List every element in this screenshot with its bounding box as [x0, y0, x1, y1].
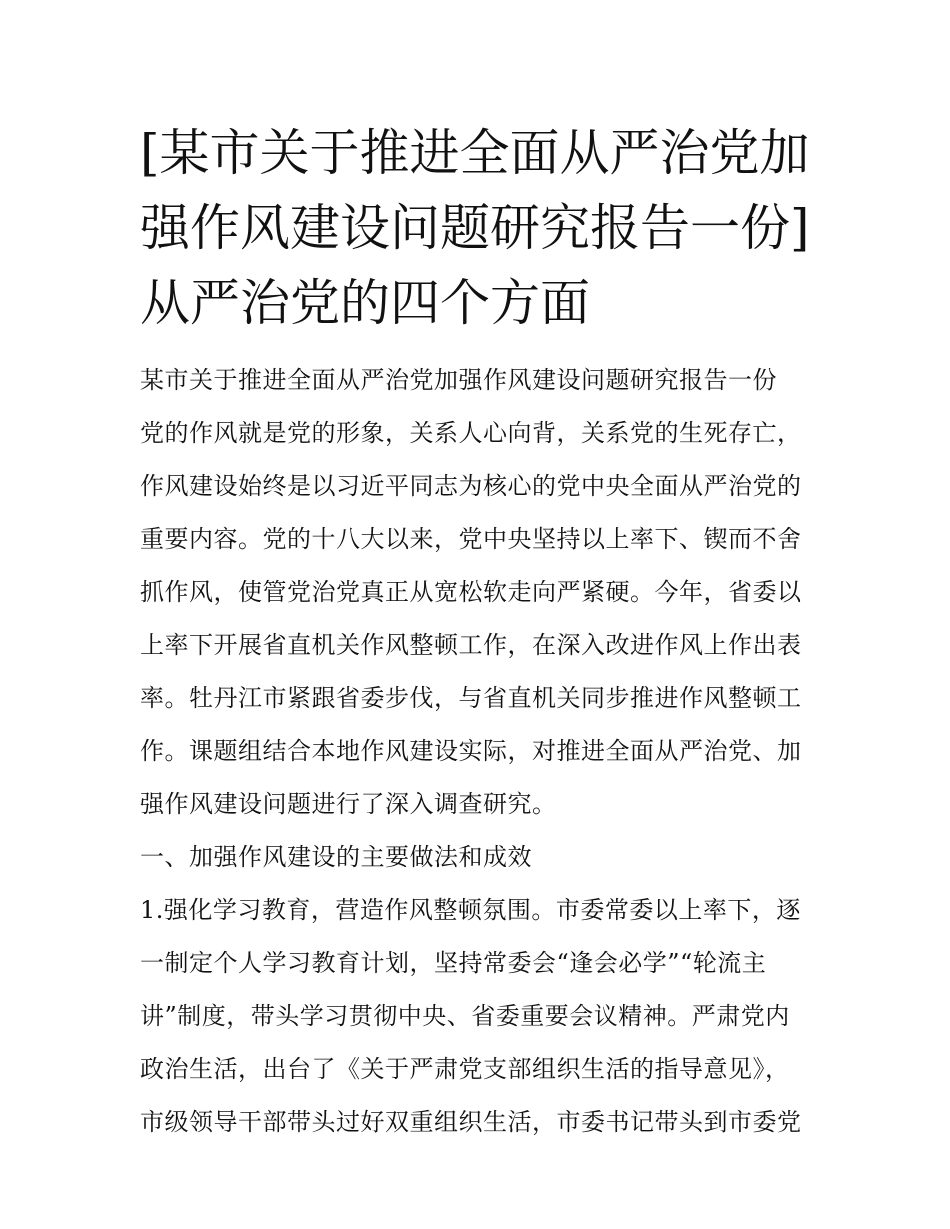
title-line: [某市关于推进全面从严治党加: [140, 124, 810, 182]
body-line: 作。课题组结合本地作风建设实际，对推进全面从严治党、加: [140, 737, 802, 765]
title-line: 强作风建设问题研究报告一份]: [140, 199, 810, 257]
title-line: 从严治党的四个方面: [140, 274, 590, 332]
document-body: [140, 354, 830, 1149]
body-line: 一制定个人学习教育计划，坚持常委会“逢会必学”“轮流主: [140, 949, 767, 977]
body-line: 强作风建设问题进行了深入调查研究。: [140, 790, 557, 818]
body-line: 某市关于推进全面从严治党加强作风建设问题研究报告一份: [140, 366, 777, 394]
body-line: 率。牡丹江市紧跟省委步伐，与省直机关同步推进作风整顿工: [140, 684, 802, 712]
body-line: 讲”制度，带头学习贯彻中央、省委重要会议精神。严肃党内: [140, 1002, 790, 1030]
body-line: 重要内容。党的十八大以来，党中央坚持以上率下、锲而不舍: [140, 525, 802, 553]
body-line: 作风建设始终是以习近平同志为核心的党中央全面从严治党的: [140, 472, 802, 500]
body-line: 党的作风就是党的形象，关系人心向背，关系党的生死存亡，: [140, 419, 802, 447]
body-line: 上率下开展省直机关作风整顿工作，在深入改进作风上作出表: [140, 631, 802, 659]
body-line: 政治生活，出台了《关于严肃党支部组织生活的指导意见》，: [140, 1055, 790, 1083]
section-heading: 一、加强作风建设的主要做法和成效: [140, 843, 532, 871]
body-line: 市级领导干部带头过好双重组织生活，市委书记带头到市委党: [140, 1108, 802, 1136]
body-line: 抓作风，使管党治党真正从宽松软走向严紧硬。今年，省委以: [140, 578, 802, 606]
body-line: 1.强化学习教育，营造作风整顿氛围。市委常委以上率下，逐: [140, 896, 801, 924]
document-title: [140, 116, 830, 341]
